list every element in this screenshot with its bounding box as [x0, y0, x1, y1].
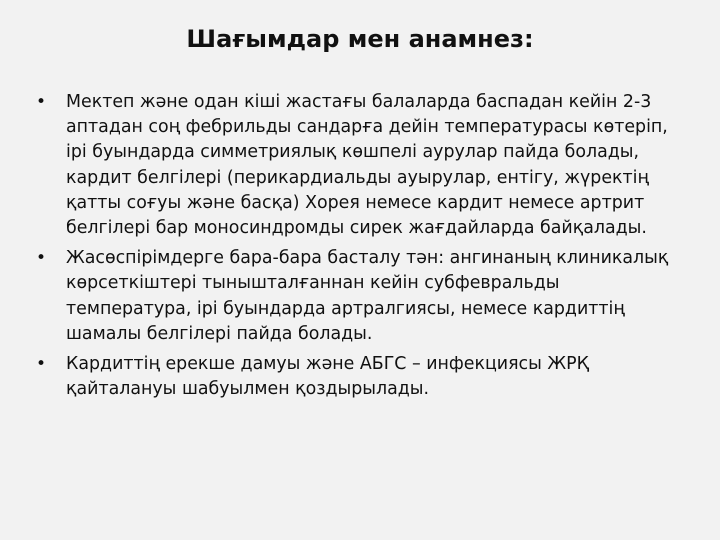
bullet-dot-icon: •: [36, 92, 47, 112]
slide-title: Шағымдар мен анамнез:: [186, 25, 534, 53]
bullet-text: Кардиттің ерекше дамуы және АБГС – инфекциясы ЖРҚ қайталануы шабуылмен қоздырылады.: [66, 354, 589, 400]
bullet-list: [36, 90, 682, 407]
bullet-text: Жасөспірімдерге бара-бара басталу тән: ангинаның клиникалық көрсеткіштері тынышталғаннан кейін субфевральды температура, ірі буындарда артралгиясы, немесе кардиттің шамалы белгілері пайда болады.: [66, 248, 669, 344]
bullet-dot-icon: •: [36, 354, 47, 375]
bullet-item-1: [36, 90, 682, 241]
bullet-item-2: [36, 246, 682, 347]
bullet-dot-icon: •: [36, 248, 47, 269]
bullet-item-3: [36, 352, 682, 402]
bullet-text: Мектеп және одан кіші жастағы балаларда баспадан кейін 2-3 аптадан соң фебрильды сандарға дейін температурасы көтеріп, ірі буындарда симметриялық көшпелі аурулар пайда болады, кардит белгілері (перикардиальды ауырулар, ентігу, жүректің қатты соғуы және басқа) Хорея немесе кардит немесе артрит белгілері бар моносиндромды сирек жағдайларда байқалады.: [66, 92, 668, 239]
